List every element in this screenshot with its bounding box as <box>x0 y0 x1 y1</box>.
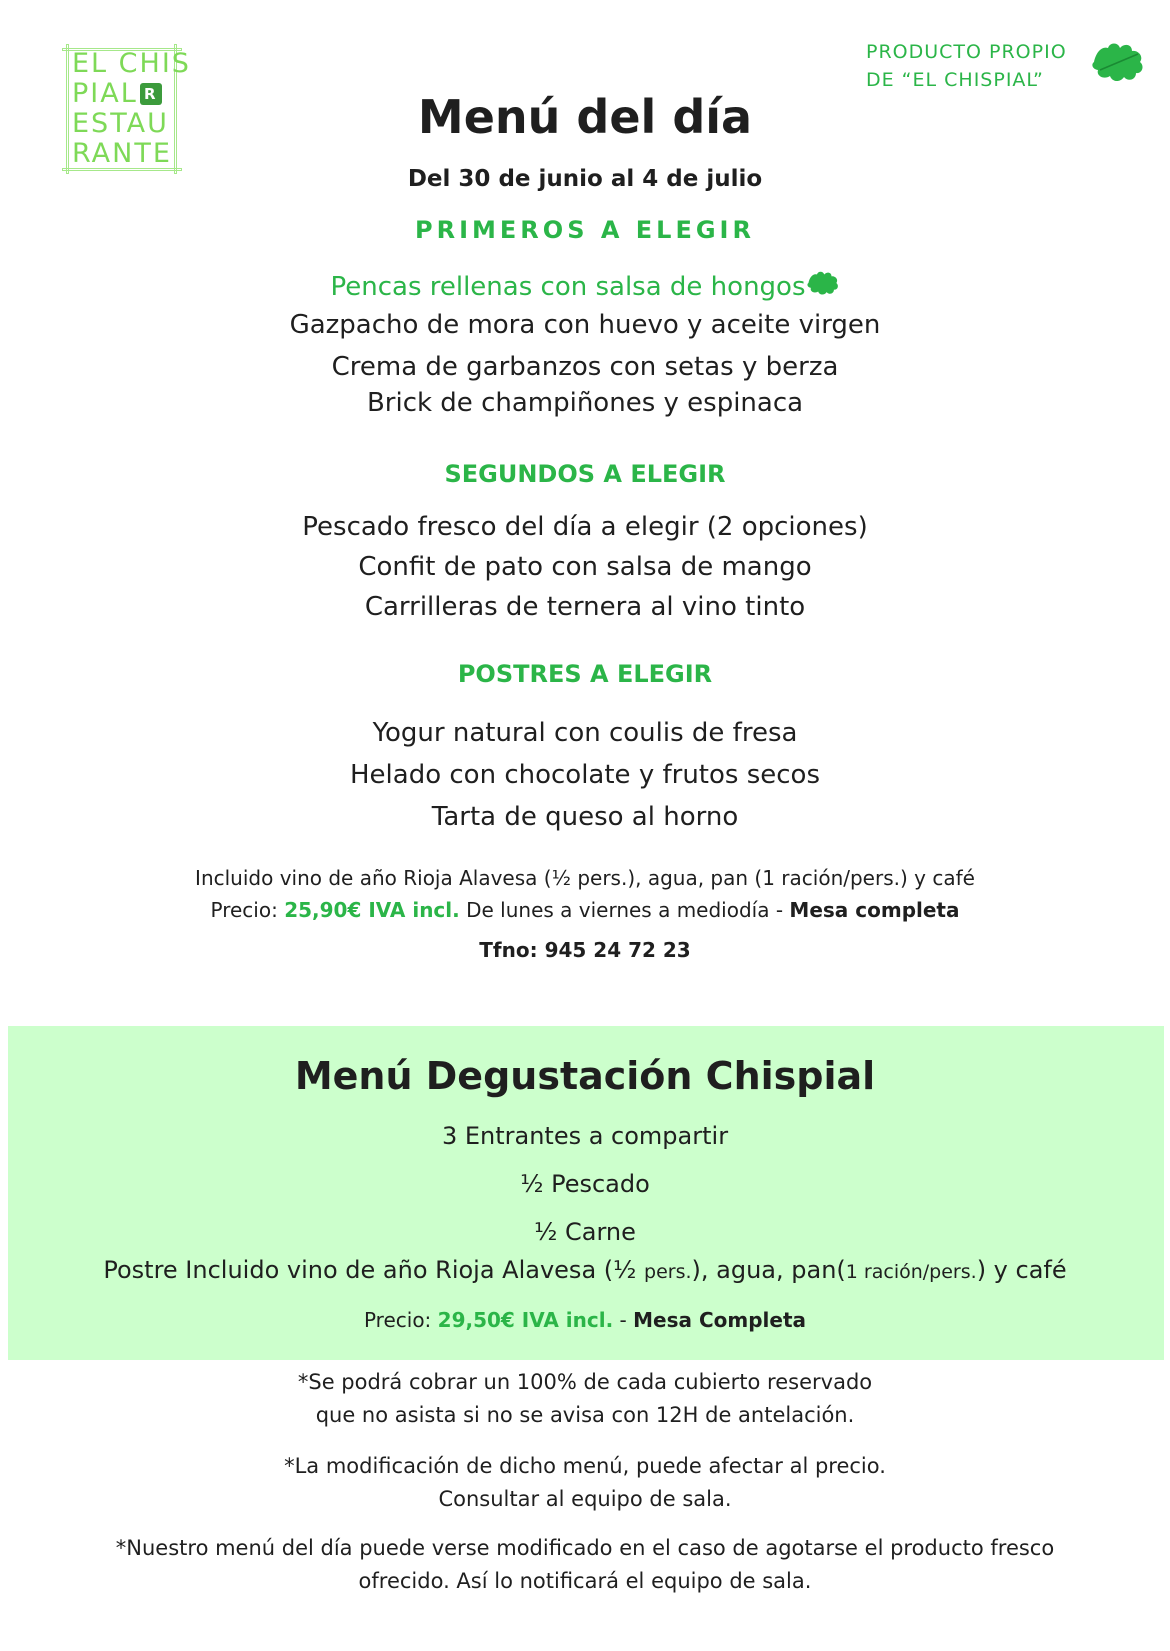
logo-line-3: ESTAU <box>72 108 169 139</box>
menu-precio-label: Precio: <box>210 898 278 922</box>
degustacion-precio-line <box>0 1308 1170 1332</box>
footnote-1 <box>0 1366 1170 1432</box>
footnote-3 <box>0 1532 1170 1598</box>
postres-item: Tarta de queso al horno <box>431 802 739 832</box>
footnote-1-line-2: que no asista si no se avisa con 12H de antelación. <box>315 1403 855 1427</box>
producto-propio-line-1: PRODUCTO PROPIO <box>866 41 1067 63</box>
postres-item: Helado con chocolate y frutos secos <box>350 760 820 790</box>
logo-badge: R <box>140 83 162 105</box>
degustacion-postre-small-2: 1 ración/pers. <box>845 1261 977 1283</box>
degustacion-item: ½ Pescado <box>520 1170 650 1198</box>
dish-featured-text: Pencas rellenas con salsa de hongos <box>330 272 806 302</box>
degustacion-mesa: Mesa Completa <box>633 1308 807 1332</box>
primeros-heading: PRIMEROS A ELEGIR <box>415 216 755 244</box>
degustacion-postre <box>0 1256 1170 1284</box>
menu-incluido: Incluido vino de año Rioja Alavesa (½ pers.), agua, pan (1 ración/pers.) y café <box>195 866 975 890</box>
primeros-item: Gazpacho de mora con huevo y aceite virgen <box>289 310 881 340</box>
degustacion-postre-a: Postre Incluido vino de año Rioja Alavesa (½ <box>103 1256 645 1284</box>
footnote-2-line-1: *La modificación de dicho menú, puede afectar al precio. <box>284 1454 886 1478</box>
postres-heading: POSTRES A ELEGIR <box>457 660 713 688</box>
segundos-item: Confit de pato con salsa de mango <box>358 552 812 582</box>
degustacion-postre-b: ), agua, pan( <box>691 1256 846 1284</box>
menu-title: Menú del día <box>417 90 753 144</box>
dish-featured <box>0 269 1170 302</box>
degustacion-item: ½ Carne <box>534 1218 636 1246</box>
segundos-item: Carrilleras de ternera al vino tinto <box>364 592 806 622</box>
menu-title-block <box>0 90 1170 144</box>
degustacion-precio-value: 29,50€ IVA incl. <box>437 1308 614 1332</box>
logo-line-4: RANTE <box>72 138 172 169</box>
degustacion-postre-c: ) y café <box>976 1256 1067 1284</box>
oak-leaf-small-icon <box>806 269 840 297</box>
footnote-3-line-1: *Nuestro menú del día puede verse modificado en el caso de agotarse el producto fresco <box>115 1536 1055 1560</box>
postres-item: Yogur natural con coulis de fresa <box>372 718 798 748</box>
producto-propio-label <box>866 38 1067 94</box>
producto-propio-line-2: DE “EL CHISPIAL” <box>866 69 1044 91</box>
primeros-item: Brick de champiñones y espinaca <box>366 388 804 418</box>
degustacion-precio-label: Precio: <box>363 1308 432 1332</box>
menu-precio-rest: De lunes a viernes a mediodía - <box>466 898 790 922</box>
menu-precio-line <box>0 898 1170 922</box>
degustacion-item: 3 Entrantes a compartir <box>441 1122 729 1150</box>
footnote-2 <box>0 1450 1170 1516</box>
degustacion-postre-small-1: pers. <box>644 1261 692 1283</box>
degustacion-precio-sep: - <box>613 1308 634 1332</box>
segundos-item: Pescado fresco del día a elegir (2 opciones) <box>302 512 868 542</box>
primeros-item: Crema de garbanzos con setas y berza <box>331 352 839 382</box>
logo-line-2-text: PIAL <box>72 78 138 109</box>
footnote-2-line-2: Consultar al equipo de sala. <box>438 1487 732 1511</box>
menu-telefono: Tfno: 945 24 72 23 <box>479 938 691 962</box>
segundos-heading: SEGUNDOS A ELEGIR <box>444 460 726 488</box>
oak-leaf-icon <box>1090 40 1146 84</box>
menu-precio-value: 25,90€ IVA incl. <box>284 898 460 922</box>
degustacion-title-block <box>0 1054 1170 1098</box>
footnote-3-line-2: ofrecido. Así lo notificará el equipo de sala. <box>358 1569 812 1593</box>
logo-line-1: EL CHIS <box>72 48 191 79</box>
degustacion-title: Menú Degustación Chispial <box>294 1054 876 1098</box>
footnote-1-line-1: *Se podrá cobrar un 100% de cada cubierto reservado <box>297 1370 873 1394</box>
menu-mesa: Mesa completa <box>789 898 960 922</box>
menu-dates: Del 30 de junio al 4 de julio <box>407 166 763 192</box>
